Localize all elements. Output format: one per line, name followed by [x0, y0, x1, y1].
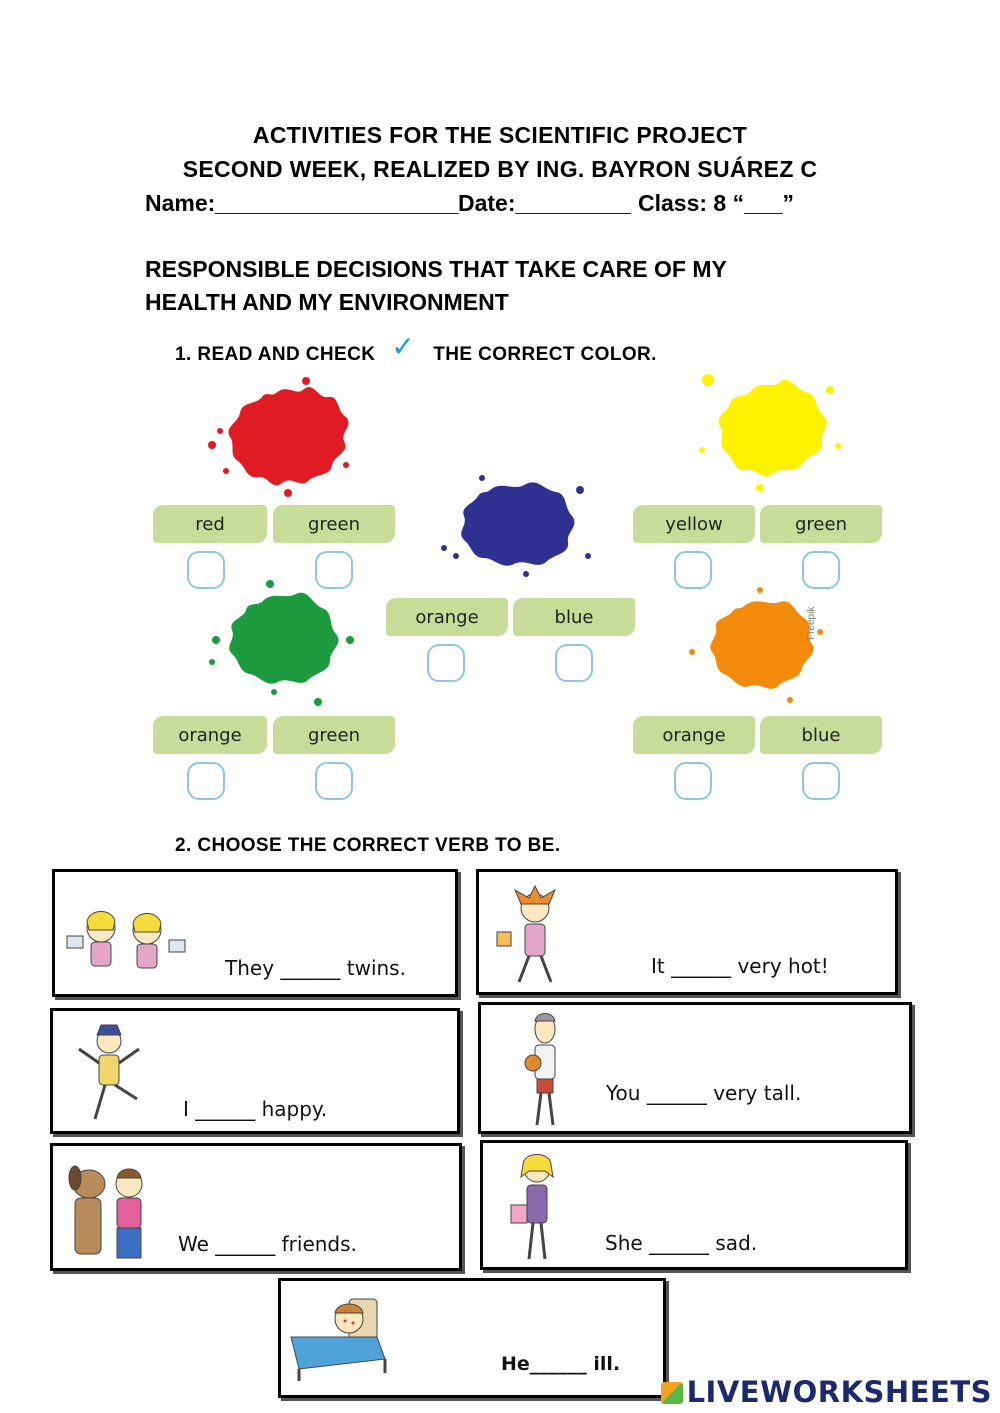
- checkbox-green-orange[interactable]: [187, 762, 225, 800]
- sentence-happy[interactable]: I ______ happy.: [183, 1097, 328, 1121]
- name-field-label: Name:___________________: [145, 190, 459, 216]
- exercise1-instruction-b: THE CORRECT COLOR.: [433, 344, 657, 365]
- checkbox-yellow-green[interactable]: [802, 551, 840, 589]
- sentence-twins[interactable]: They ______ twins.: [225, 956, 406, 980]
- green-splash-icon: [200, 578, 360, 708]
- option-green-green[interactable]: green: [273, 716, 395, 754]
- ill-boy-in-bed-illustration-icon: [285, 1289, 393, 1385]
- checkbox-red-red[interactable]: [187, 551, 225, 589]
- option-orange-blue[interactable]: blue: [760, 716, 882, 754]
- sentence-tall[interactable]: You ______ very tall.: [606, 1081, 802, 1105]
- liveworksheets-logo-text: LIVEWORKSHEETS: [686, 1375, 992, 1409]
- sentence-card-friends: [50, 1143, 462, 1271]
- class-field-label: Class: 8 “___”: [638, 190, 794, 216]
- checkbox-green-green[interactable]: [315, 762, 353, 800]
- title-line-1: ACTIVITIES FOR THE SCIENTIFIC PROJECT: [252, 122, 748, 148]
- twins-illustration-icon: [61, 900, 191, 982]
- tall-man-illustration-icon: [511, 1009, 581, 1131]
- blue-splash-icon: [430, 470, 600, 580]
- exercise1-instruction-a: 1. READ AND CHECK: [175, 344, 376, 365]
- liveworksheets-logo-icon: [661, 1382, 683, 1404]
- checkbox-blue-blue[interactable]: [555, 644, 593, 682]
- option-blue-orange[interactable]: orange: [386, 598, 508, 636]
- option-green-orange[interactable]: orange: [153, 716, 267, 754]
- exercise1-instruction: [175, 331, 657, 367]
- title-line-2: SECOND WEEK, REALIZED BY ING. BAYRON SUÁREZ C: [182, 156, 818, 182]
- friends-illustration-icon: [61, 1154, 161, 1264]
- sentence-card-happy: [50, 1008, 460, 1134]
- topic-line-2: HEALTH AND MY ENVIRONMENT: [145, 289, 509, 315]
- sentence-sad[interactable]: She ______ sad.: [605, 1231, 758, 1255]
- checkbox-orange-blue[interactable]: [802, 762, 840, 800]
- checkbox-orange-orange[interactable]: [674, 762, 712, 800]
- sentence-card-tall: [478, 1002, 912, 1134]
- sentence-card-twins: [52, 869, 458, 997]
- option-red-red[interactable]: red: [153, 505, 267, 543]
- orange-splash-icon: [680, 582, 830, 707]
- option-orange-orange[interactable]: orange: [633, 716, 755, 754]
- option-yellow-green[interactable]: green: [760, 505, 882, 543]
- date-field-label: Date:_________: [458, 190, 631, 216]
- hot-person-illustration-icon: [485, 882, 585, 990]
- liveworksheets-logo: [661, 1375, 992, 1409]
- exercise2-instruction: 2. CHOOSE THE CORRECT VERB TO BE.: [175, 835, 561, 856]
- sentence-ill[interactable]: He______ ill.: [501, 1353, 621, 1375]
- happy-man-illustration-icon: [65, 1019, 155, 1129]
- topic-line-1: RESPONSIBLE DECISIONS THAT TAKE CARE OF MY: [145, 256, 727, 282]
- checkbox-yellow-yellow[interactable]: [674, 551, 712, 589]
- option-yellow-yellow[interactable]: yellow: [633, 505, 755, 543]
- sentence-hot[interactable]: It ______ very hot!: [651, 954, 829, 978]
- sentence-card-sad: [480, 1140, 908, 1270]
- checkbox-blue-orange[interactable]: [427, 644, 465, 682]
- yellow-splash-icon: [680, 364, 845, 494]
- sentence-card-hot: [476, 869, 898, 995]
- red-splash-icon: [196, 375, 356, 500]
- sentence-friends[interactable]: We ______ friends.: [178, 1232, 357, 1256]
- sad-woman-illustration-icon: [497, 1147, 577, 1267]
- checkmark-icon: ✓: [391, 331, 416, 362]
- checkbox-red-green[interactable]: [315, 551, 353, 589]
- freepik-credit: Freepik: [806, 606, 817, 640]
- sentence-card-ill: [278, 1278, 666, 1398]
- option-blue-blue[interactable]: blue: [513, 598, 635, 636]
- option-red-green[interactable]: green: [273, 505, 395, 543]
